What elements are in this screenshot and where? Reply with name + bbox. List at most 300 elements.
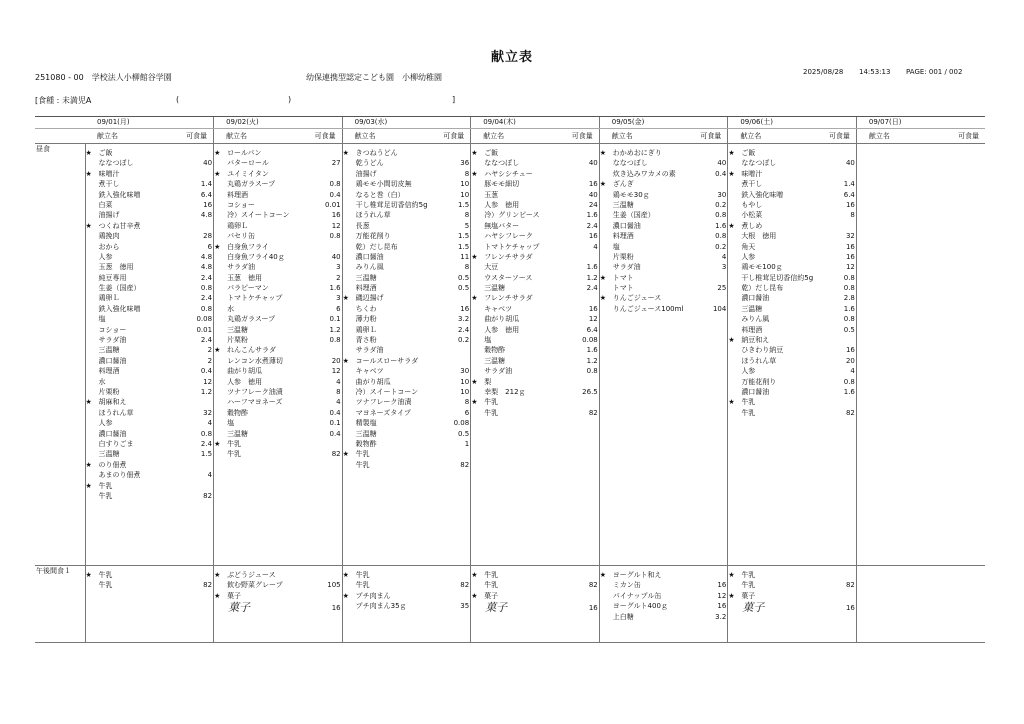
item-qty: 1.6 [586,211,598,220]
dish-row [86,397,214,407]
ingredient-name: 玉葱 徳用 [98,263,134,272]
ingredient-row [728,356,856,366]
item-qty [439,570,470,580]
item-qty: 0.4 [329,190,341,199]
dish-name: ロールパン [227,149,262,157]
item-qty [439,148,470,158]
ingredient-name: 豚モモ細切 [484,180,520,189]
ingredient-row [600,190,728,200]
ingredient-name: ななつぼし [484,159,520,168]
item-qty: 0.8 [843,315,855,324]
ingredient-row [214,366,342,376]
ingredient-row [600,231,728,241]
ingredient-row [214,335,342,345]
ingredient-row [214,200,342,210]
ingredient-name: みりん風 [355,263,384,272]
ingredient-row [86,470,214,480]
dish-row [471,169,599,179]
ingredient-name: 曲がり胡瓜 [355,377,391,386]
dish-row [214,591,342,601]
ingredient-row [343,242,471,252]
ingredient-name: 万能花削り [355,232,391,241]
snack-cell [214,566,343,643]
dish-name: つくね甘辛煮 [98,221,141,230]
item-qty: 36 [460,159,470,168]
dish-name: 煮しめ [741,221,763,230]
ingredient-name: 人参 徳用 [227,377,263,386]
item-qty: 1.2 [586,356,598,365]
dish-row [86,169,214,179]
dish-row [728,221,856,231]
date-header: 09/07(日) [856,117,985,129]
star-icon: ★ [214,591,221,600]
ingredient-name: 牛乳 [355,460,370,469]
ingredient-row [86,179,214,189]
star-icon: ★ [342,356,349,365]
item-qty: 3 [336,294,341,303]
ingredient-name: もやし [741,200,763,209]
col-name-header: 献立名 [483,132,505,140]
dish-name: ユイミイタン [227,169,269,178]
ingredient-name: なると巻（白） [355,190,405,199]
item-qty: 0.8 [715,232,727,241]
star-icon: ★ [471,591,478,600]
star-icon: ★ [85,460,92,469]
ingredient-row [600,580,728,590]
ingredient-name: 飲む野菜グレープ [227,581,283,590]
item-qty: 0.8 [843,273,855,282]
item-qty: 1.2 [329,325,341,334]
dish-name: 磯辺揚げ [355,294,384,303]
ingredient-name: ツナフレーク油漬 [355,398,412,407]
item-qty: 0.5 [458,284,470,293]
item-qty: 11 [460,252,470,261]
dish-row [471,570,599,580]
ingredient-name: 水 [98,377,106,386]
dish-row [214,570,342,580]
item-qty: 1.5 [200,450,213,459]
item-qty: 8 [464,263,470,272]
item-qty: 0.5 [458,273,470,282]
ingredient-row [86,262,214,272]
col-qty-header: 可食量 [958,132,979,140]
item-qty: 1.4 [843,180,855,189]
ingredient-name: 大根 徳用 [741,232,777,241]
item-qty [311,169,342,179]
dish-name: ヨーグルト和え [612,571,662,579]
item-qty: 1.5 [458,242,470,251]
star-icon: ★ [85,571,92,579]
item-qty: 16 [588,304,598,313]
ingredient-name: 牛乳 [484,581,499,590]
ingredient-name: 水 [227,304,235,313]
item-qty [825,335,856,345]
ingredient-row [214,190,342,200]
ingredient-row [343,429,471,439]
col-qty-header: 可食量 [443,132,465,140]
dish-name: 牛乳 [741,398,756,407]
ingredient-row [728,262,856,272]
star-icon: ★ [599,149,607,157]
ingredient-name: 濃口醤油 [98,356,127,365]
item-qty: 2.4 [200,273,213,282]
item-qty [825,397,856,407]
ingredient-name: 牛乳 [98,491,113,500]
ingredient-name: サラダ油 [612,263,641,272]
item-qty: 0.8 [329,336,341,345]
ingredient-row [86,231,214,241]
dish-row [214,242,342,252]
dish-name: ご飯 [98,149,113,157]
ingredient-name: 牛乳 [741,581,756,590]
bracket-close: ] [452,95,456,104]
star-icon: ★ [471,377,478,386]
ingredient-name: あまのり佃煮 [98,471,141,480]
item-qty: 6.4 [843,190,855,199]
item-qty: 40 [588,159,598,168]
ingredient-row [86,283,214,293]
item-qty [825,221,856,231]
star-icon: ★ [85,221,92,230]
col-name-header: 献立名 [226,132,248,140]
ingredient-row [471,210,599,220]
item-qty: 27 [331,159,341,168]
ingredient-row [214,283,342,293]
item-qty: 8 [336,387,341,396]
date-row [35,117,985,129]
item-qty: 10 [460,387,470,396]
item-qty: 28 [203,232,213,241]
ingredient-row [728,252,856,262]
ingredient-name: 濃口醤油 [98,429,127,438]
item-qty: 82 [588,408,598,417]
ingredient-name: ひきわり納豆 [741,346,784,355]
ingredient-name: 干し椎茸足切香信約5g [741,273,814,282]
ingredient-row [471,356,599,366]
ingredient-row [600,158,728,168]
ingredient-name: 鶏卵Ｌ [98,294,120,303]
ingredient-row [86,304,214,314]
ingredient-name: 干し椎茸足切香信約5g [355,200,428,209]
dish-name: フレンチサラダ [484,252,533,261]
item-qty: 0.2 [715,200,727,209]
date-header: 09/02(火) [214,117,343,129]
ingredient-name: 料理酒 [355,284,377,293]
item-qty: 82 [203,581,213,590]
dish-name: プチ肉まん [355,591,391,600]
ingredient-row [86,293,214,303]
ingredient-row [728,273,856,283]
star-icon: ★ [599,273,607,282]
ingredient-name: ななつぼし [98,159,134,168]
ingredient-row [86,252,214,262]
item-qty [439,591,470,601]
ingredient-row [471,304,599,314]
snack-cell [342,566,471,643]
ingredient-name: 濃口醤油 [741,387,770,396]
ingredient-name: 人参 [741,252,756,261]
item-qty [311,345,342,355]
item-qty: 0.8 [200,284,213,293]
ingredient-name: 薄力粉 [355,315,377,324]
ingredient-row [214,356,342,366]
col-qty-header: 可食量 [314,132,336,140]
item-qty: 2 [207,346,213,355]
dish-name: 牛乳 [741,571,756,579]
ingredient-row [728,377,856,387]
ingredient-name: 三温糖 [98,346,120,355]
ingredient-row [471,190,599,200]
item-qty: 0.08 [196,315,213,324]
ingredient-name: ツナフレーク油漬 [227,387,283,396]
item-qty: 0.4 [200,367,213,376]
item-qty: 4 [336,377,341,386]
star-icon: ★ [728,149,735,157]
star-icon: ★ [471,252,478,261]
item-qty: 1.2 [586,273,598,282]
ingredient-name: 三温糖 [227,325,249,334]
ingredient-name: コショー [98,325,127,334]
ingredient-name: 人参 徳用 [484,325,520,334]
col-name-header: 献立名 [868,132,890,140]
snack-cell [856,566,985,643]
ingredient-row [728,325,856,335]
item-qty: 1.6 [715,221,727,230]
ingredient-row [471,179,599,189]
ingredient-row [86,377,214,387]
ingredient-name: 三温糖 [227,429,249,438]
ingredient-name: バターロール [227,159,269,168]
ingredient-row [343,273,471,283]
dish-name: 味噌汁 [741,169,763,178]
item-qty [439,293,470,303]
ingredient-row [343,221,471,231]
ingredient-name: 煮干し [98,180,120,189]
ingredient-row [86,345,214,355]
ingredient-name: 牛乳 [98,581,113,590]
ingredient-row [600,591,728,601]
date-header: 09/03(水) [342,117,471,129]
ingredient-row [343,304,471,314]
paren-close: ) [288,95,292,104]
ingredient-row [214,262,342,272]
ingredient-name: 片栗粉 [98,387,120,396]
item-qty [182,148,213,158]
ingredient-row [214,252,342,262]
col-name-header: 献立名 [97,132,118,140]
ingredient-row [471,242,599,252]
ingredient-name: 白すりごま [98,439,134,448]
ingredient-name: 玉葱 [484,190,499,199]
ingredient-name: 片栗粉 [612,252,634,261]
star-icon: ★ [342,294,349,303]
ingredient-name: 角天 [741,242,756,251]
item-qty: 82 [460,460,470,469]
item-qty: 10 [460,180,470,189]
item-qty: 4 [336,398,341,407]
ingredient-name: 牛乳 [355,581,370,590]
ingredient-row [600,200,728,210]
item-qty: 16 [588,232,598,241]
ingredient-row [600,262,728,272]
dish-row [86,221,214,231]
dish-row [343,148,471,158]
dish-name: のり佃煮 [98,460,127,469]
item-qty: 24 [588,200,598,209]
item-qty: 82 [588,581,598,590]
item-qty [696,148,727,158]
ingredient-name: 牛乳 [484,408,499,417]
col-qty-header: 可食量 [700,132,722,140]
menu-table [35,116,985,643]
snack-cell [599,566,728,643]
lunch-cell [856,144,985,566]
ingredient-name: ほうれん草 [355,211,391,220]
ingredient-name: 玉葱 徳用 [227,273,263,282]
ingredient-name: 牛乳 [227,450,242,459]
dish-row [728,335,856,345]
ingredient-name: 小松菜 [741,211,763,220]
ingredient-name: 塩 [98,315,106,324]
dish-row [343,449,471,459]
ingredient-row [471,283,599,293]
item-qty: 12 [845,263,855,272]
ingredient-row [471,158,599,168]
item-qty [311,439,342,449]
ingredient-row [343,169,471,179]
item-qty: 10 [460,377,470,386]
dish-name: 牛乳 [355,571,370,579]
star-icon: ★ [214,439,221,448]
item-qty: 16 [331,604,341,613]
date-header: 09/01(月) [85,117,214,129]
ingredient-row [214,273,342,283]
item-qty: 30 [717,190,727,199]
dish-name: 菓子 [484,591,499,600]
ingredient-name: 乾）だし昆布 [741,284,784,293]
item-qty [568,377,599,387]
star-icon: ★ [85,169,92,178]
ingredient-name: 鉄入強化味噌 [741,190,784,199]
item-qty: 12 [331,367,341,376]
ingredient-name: キャベツ [355,367,384,376]
ingredient-row [214,397,342,407]
star-icon: ★ [214,169,221,178]
ingredient-row [471,221,599,231]
ingredient-row [214,231,342,241]
item-qty: 3 [336,263,341,272]
star-icon: ★ [85,398,92,407]
ingredient-row [600,169,728,179]
dish-name: 納豆和え [741,336,770,345]
item-qty: 16 [845,242,855,251]
item-qty: 4 [850,367,855,376]
ingredient-name: 無塩バター [484,221,520,230]
ingredient-name: パラピーマン [227,284,269,293]
dish-row [214,439,342,449]
item-qty: 0.5 [458,429,470,438]
ingredient-row [728,408,856,418]
item-qty [696,570,727,580]
ingredient-row [86,580,214,590]
ingredient-row [471,262,599,272]
diet-type-label: [食種 : 未満児A [35,96,92,105]
ingredient-row [86,366,214,376]
item-qty: 0.8 [715,211,727,220]
item-qty [439,345,470,355]
dish-name: ぶどうジュース [227,571,276,579]
ingredient-name: 人参 [741,367,756,376]
ingredient-row [343,200,471,210]
ingredient-row [600,304,728,314]
ingredient-row [214,429,342,439]
ingredient-row [86,449,214,459]
ingredient-name: キャベツ [484,304,513,313]
item-qty: 16 [588,180,598,189]
item-qty: 1.6 [843,387,855,396]
item-qty [825,570,856,580]
item-qty: 0.1 [329,419,341,428]
ingredient-name: 煮干し [741,180,763,189]
star-icon: ★ [85,481,92,490]
ingredient-name: 濃口醤油 [612,221,641,230]
ingredient-row [214,304,342,314]
item-qty: 12 [588,315,598,324]
dish-row [728,169,856,179]
col-qty-header: 可食量 [186,132,208,140]
dish-row [728,148,856,158]
item-qty: 25 [717,284,727,293]
ingredient-row [471,408,599,418]
ingredient-row [471,273,599,283]
item-qty [696,293,727,303]
item-qty [311,148,342,158]
ingredient-name: 曲がり胡瓜 [227,367,263,376]
item-qty: 1.4 [200,180,213,189]
ingredient-name: 万能花削り [741,377,777,386]
ingredient-row [86,387,214,397]
item-qty: 32 [845,232,855,241]
item-qty: 2.8 [843,294,855,303]
col-qty-header: 可食量 [828,132,850,140]
ingredient-row [471,335,599,345]
item-qty: 0.8 [329,232,341,241]
ingredient-name: サラダ油 [355,346,384,355]
star-icon: ★ [214,346,221,355]
dish-name: ざんぎ [612,180,634,189]
star-icon: ★ [471,169,478,178]
ingredient-row [728,283,856,293]
ingredient-row [343,325,471,335]
ingredient-row [600,210,728,220]
ingredient-row [214,325,342,335]
dish-name: 梨 [484,377,492,386]
item-qty: 8 [464,398,470,407]
snack-signature-row [214,601,342,615]
ingredient-name: 乾うどん [355,159,384,168]
item-qty: 3 [721,263,727,272]
item-qty [696,273,727,283]
item-qty: 16 [460,304,470,313]
ingredient-row [728,580,856,590]
ingredient-name: ななつぼし [741,159,777,168]
ingredient-name: 人参 徳用 [484,200,520,209]
item-qty [311,242,342,252]
item-qty: 104 [712,304,727,313]
item-qty [696,179,727,189]
col-name-header: 献立名 [740,132,762,140]
ingredient-name: 精製塩 [355,419,377,428]
